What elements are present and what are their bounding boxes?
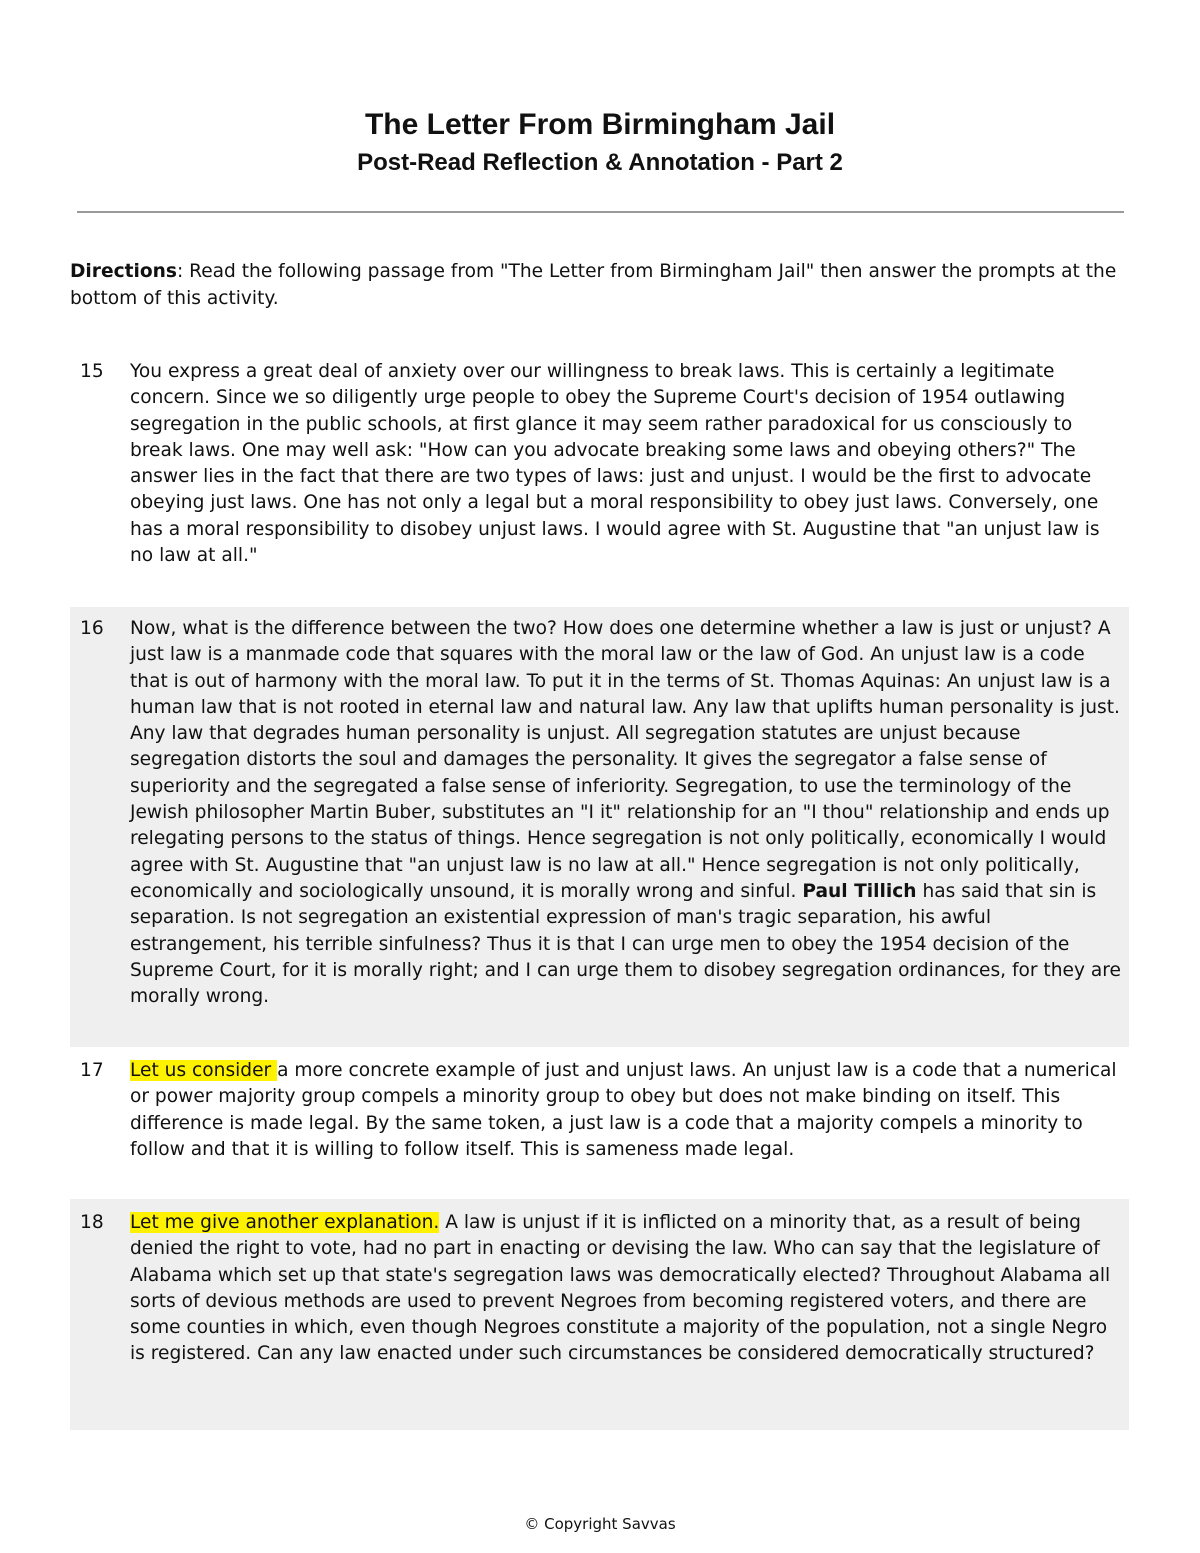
header-divider: [77, 211, 1124, 213]
directions-text: : Read the following passage from "The Letter from Birmingham Jail" then answer the prompts at the bottom of this activity.: [70, 261, 1117, 309]
paragraph-text: [130, 1058, 1125, 1163]
paragraph-number: 16: [80, 618, 104, 639]
paragraph-text-part: has said that sin is separation. Is not segregation an existential expression of man's tragic separation, his awful estrangement, his terrible sinfulness? Thus it is that I can urge men to obey the 1954 decision of the Supreme Court, for it is morally right; and I can urge them to disobey segregation ordinances, for they are morally wrong.: [130, 880, 1121, 1008]
highlighted-annotation: Let us consider: [130, 1060, 278, 1081]
paragraph-text: [130, 616, 1125, 1010]
paragraph-16: [70, 607, 1129, 1047]
paragraph-15: [70, 359, 1129, 607]
bold-name: Paul Tillich: [802, 880, 917, 902]
document-subtitle: Post-Read Reflection & Annotation - Part 2: [357, 149, 843, 176]
paragraph-text: [130, 1210, 1125, 1368]
paragraph-text: You express a great deal of anxiety over our willingness to break laws. This is certainly a legitimate concern. Since we so diligently urge people to obey the Supreme Court's decision of 1954 outlawing segregation in the public schools, at first glance it may seem rather paradoxical for us consciously to break laws. One may well ask: "How can you advocate breaking some laws and obeying others?" The answer lies in the fact that there are two types of laws: just and unjust. I would be the first to advocate obeying just laws. One has not only a legal but a moral responsibility to obey just laws. Conversely, one has a moral responsibility to disobey unjust laws. I would agree with St. Augustine that "an unjust law is no law at all.": [130, 361, 1100, 567]
paragraph-text-part: a more concrete example of just and unjust laws. An unjust law is a code that a numerical or power majority group compels a minority group to obey but does not make binding on itself. This difference is made legal. By the same token, a just law is a code that a majority compels a minority to follow and that it is willing to follow itself. This is sameness made legal.: [130, 1060, 1117, 1160]
directions: [70, 258, 1125, 312]
copyright-footer: © Copyright Savvas: [524, 1515, 676, 1533]
paragraph-text-part: A law is unjust if it is inflicted on a minority that, as a result of being denied the right to vote, had no part in enacting or devising the law. Who can say that the legislature of Alabama which set up that state's segregation laws was democratically elected? Throughout Alabama all sorts of devious methods are used to prevent Negroes from becoming registered voters, and there are some counties in which, even though Negroes constitute a majority of the population, not a single Negro is registered. Can any law enacted under such circumstances be considered democratically structured?: [130, 1212, 1111, 1365]
paragraph-17: [70, 1047, 1129, 1199]
paragraph-18: [70, 1199, 1129, 1430]
paragraph-text-part: Now, what is the difference between the two? How does one determine whether a law is just or unjust? A just law is a manmade code that squares with the moral law or the law of God. An unjust law is a code that is out of harmony with the moral law. To put it in the terms of St. Thomas Aquinas: An unjust law is a human law that is not rooted in eternal law and natural law. Any law that uplifts human personality is just. Any law that degrades human personality is unjust. All segregation statutes are unjust because segregation distorts the soul and damages the personality. It gives the segregator a false sense of superiority and the segregated a false sense of inferiority. Segregation, to use the terminology of the Jewish philosopher Martin Buber, substitutes an "I it" relationship for an "I thou" relationship and ends up relegating persons to the status of things. Hence segregation is not only politically, economically I would agree with St. Augustine that "an unjust law is no law at all." Hence segregation is not only politically, economically and sociologically unsound, it is morally wrong and sinful.: [130, 618, 1120, 902]
paragraph-number: 18: [80, 1212, 104, 1233]
document-title: The Letter From Birmingham Jail: [364, 108, 836, 141]
highlighted-annotation: Let me give another explanation.: [130, 1212, 440, 1233]
paragraph-number: 17: [80, 1060, 104, 1081]
paragraph-number: 15: [80, 361, 104, 382]
directions-label: Directions: [70, 261, 177, 282]
